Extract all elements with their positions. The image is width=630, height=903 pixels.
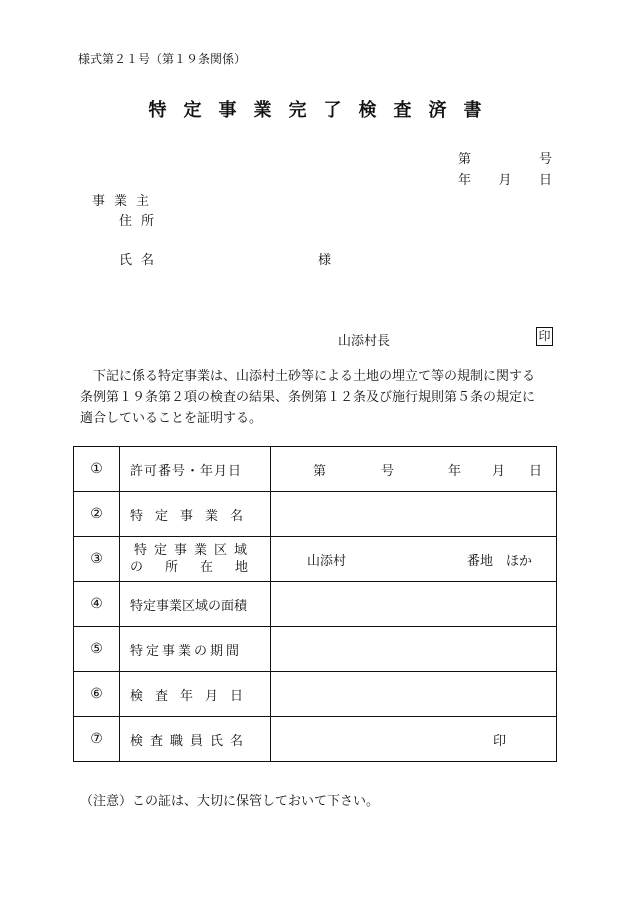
date-month: 月 [498,173,512,188]
issue-date-line [458,169,552,188]
project-name-value [271,492,557,537]
row-number: ⑥ [74,672,120,717]
number-suffix: 号 [538,152,552,167]
body-line: 条例第１９条第２項の検査の結果、条例第１２条及び施行規則第５条の規定に [80,390,536,405]
details-table [73,446,557,762]
row-label: 特定事業の期間 [120,627,271,672]
note: （注意）この証は、大切に保管しておいて下さい。 [80,794,380,809]
row-number: ⑤ [74,627,120,672]
row-label: 検査職員氏名 [120,717,271,762]
table-row [74,672,557,717]
certification-text [80,366,560,429]
body-line: 適合していることを証明する。 [80,411,263,426]
table-row [74,492,557,537]
honorific: 様 [318,253,332,268]
row-number: ③ [74,537,120,582]
period-value [271,627,557,672]
row-label: 特定事業名 [120,492,271,537]
permit-number-date-value: 第 号 年 月 日 [271,447,557,492]
document-number-line [458,148,552,167]
inspection-date-value [271,672,557,717]
row-number: ⑦ [74,717,120,762]
area-value [271,582,557,627]
row-label: 特定事業区域 の所在地 [120,537,271,582]
inspector-name-value [271,717,557,762]
inspector-seal: 印 [493,734,507,749]
row-number: ④ [74,582,120,627]
document-title: 特定事業完了検査済書 [148,100,499,121]
date-day: 日 [538,173,552,188]
project-location-value: 山添村 番地 ほか [271,537,557,582]
table-row [74,627,557,672]
table-row [74,537,557,582]
seal-box: 印 [536,327,553,346]
row-label: 検査年月日 [120,672,271,717]
row-number: ② [74,492,120,537]
table-row [74,582,557,627]
table-row [74,447,557,492]
number-prefix: 第 [458,152,472,167]
form-number: 様式第２１号（第１９条関係） [78,52,247,66]
body-line: 下記に係る特定事業は、山添村土砂等による土地の埋立て等の規制に関する [93,369,536,384]
owner-label: 事業主 [92,194,159,209]
row-label: 許可番号・年月日 [120,447,271,492]
row-label: 特定事業区域の面積 [120,582,271,627]
name-label: 氏名 [119,253,164,268]
table-row [74,717,557,762]
issuer-title: 山添村長 [338,334,391,349]
address-label: 住所 [119,214,164,229]
row-number: ① [74,447,120,492]
date-year: 年 [458,173,472,188]
